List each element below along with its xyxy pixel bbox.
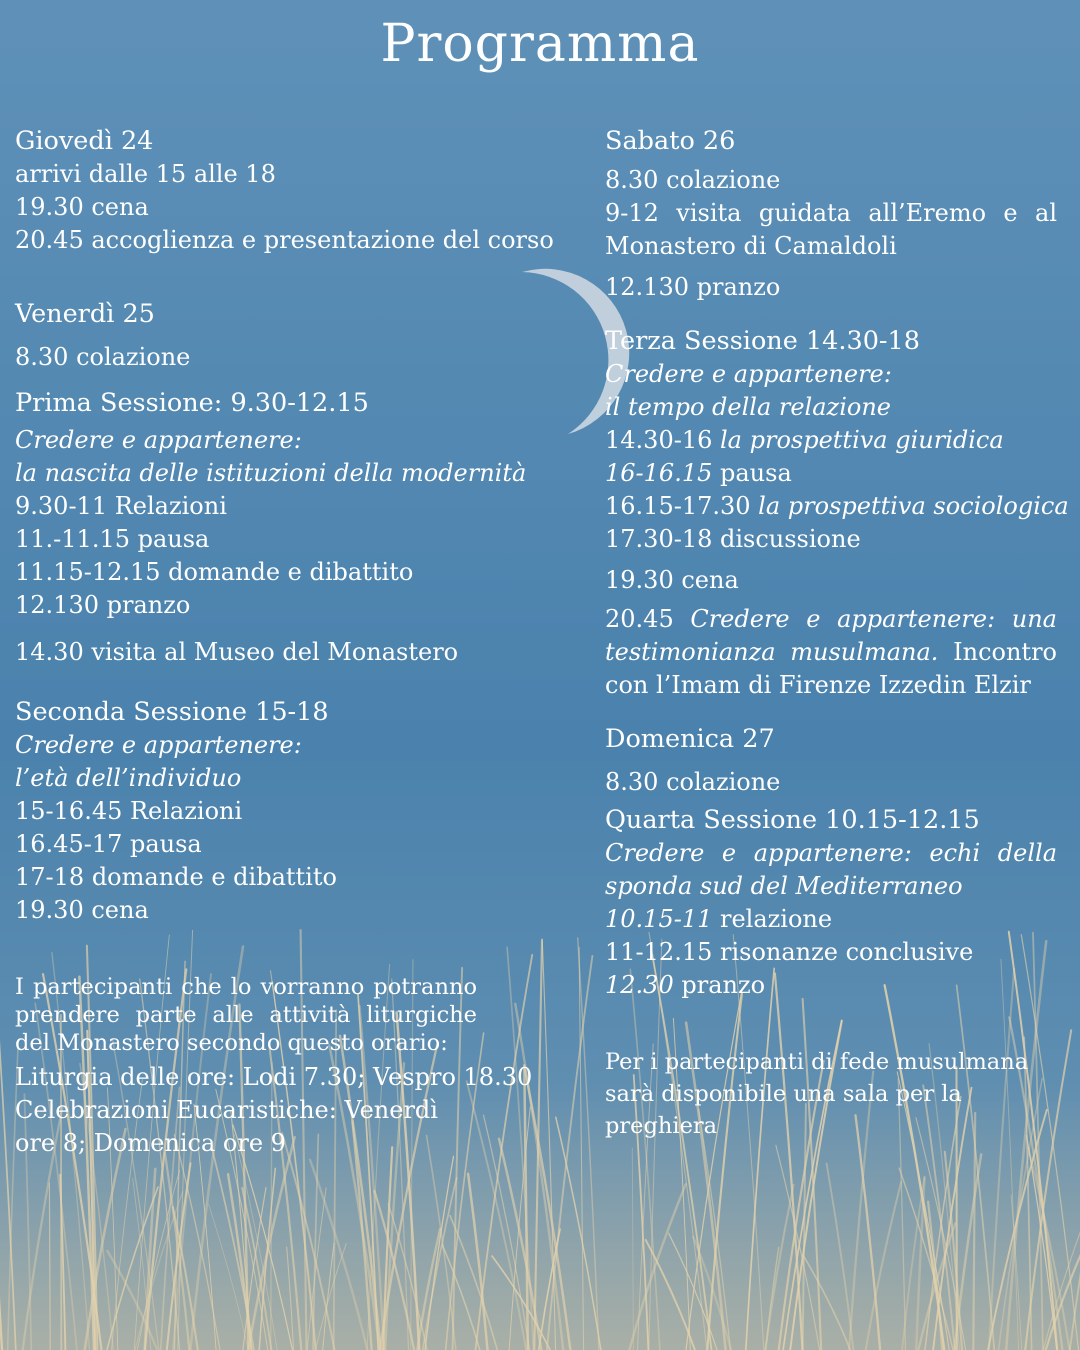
item-time: 16.15-17.30 <box>605 492 751 520</box>
item-text: relazione <box>720 905 833 933</box>
item-time: 10.15-11 <box>605 905 713 933</box>
item-time: 20.45 <box>605 605 674 633</box>
schedule-item: 20.45 accoglienza e presentazione del corso <box>15 226 554 254</box>
schedule-item: 12.130 pranzo <box>605 273 781 301</box>
evening-event <box>605 603 1057 702</box>
session-title: il tempo della relazione <box>605 393 891 421</box>
event-text: Incontro con l’Imam di Firenze Izzedin Elzir <box>605 638 1057 699</box>
item-time: 12.30 <box>605 971 674 999</box>
schedule-item: 12.130 pranzo <box>15 591 191 619</box>
day-heading-sabato: Sabato 26 <box>605 126 736 156</box>
schedule-item: 9.30-11 Relazioni <box>15 492 227 520</box>
schedule-item: 11.15-12.15 domande e dibattito <box>15 558 414 586</box>
schedule-item: 19.30 cena <box>15 193 149 221</box>
schedule-item: arrivi dalle 15 alle 18 <box>15 160 276 188</box>
schedule-item <box>605 903 1057 936</box>
session-title: Credere e appartenere: <box>15 426 302 454</box>
schedule-item <box>605 424 1057 457</box>
session-heading-quarta: Quarta Sessione 10.15-12.15 <box>605 805 980 835</box>
schedule-item <box>605 969 1057 1002</box>
schedule-item: 9-12 visita guidata all’Eremo e al Monastero di Camaldoli <box>605 199 1057 260</box>
schedule-item <box>605 490 1069 523</box>
liturgy-hours: Liturgia delle ore: Lodi 7.30; Vespro 18.30 <box>15 1063 533 1091</box>
day-heading-domenica: Domenica 27 <box>605 724 775 754</box>
schedule-item: 19.30 cena <box>605 566 739 594</box>
schedule-item: 11.-11.15 pausa <box>15 525 210 553</box>
session-title: Credere e appartenere: <box>605 360 892 388</box>
right-column <box>605 124 1069 1142</box>
day-heading-venerdi: Venerdì 25 <box>15 299 155 329</box>
item-text: pranzo <box>681 971 766 999</box>
schedule-item <box>605 457 1057 490</box>
schedule-item: 19.30 cena <box>15 896 149 924</box>
session-heading-seconda: Seconda Sessione 15-18 <box>15 697 329 727</box>
schedule-item: 14.30 visita al Museo del Monastero <box>15 638 459 666</box>
schedule-item: 8.30 colazione <box>15 343 191 371</box>
page-title: Programma <box>380 14 700 74</box>
schedule-item: 17.30-18 discussione <box>605 525 861 553</box>
schedule-item: 8.30 colazione <box>605 768 781 796</box>
item-time: 14.30-16 <box>605 426 713 454</box>
session-heading-terza: Terza Sessione 14.30-18 <box>605 326 920 356</box>
liturgy-note: I partecipanti che lo vorranno potranno prendere parte alle attività liturgiche del Monastero secondo questo orario: <box>15 974 477 1056</box>
left-column <box>15 124 554 1160</box>
item-text: pausa <box>720 459 792 487</box>
eucharist-hours: Celebrazioni Eucaristiche: Venerdì ore 8; Domenica ore 9 <box>15 1096 438 1157</box>
session-title: l’età dell’individuo <box>15 764 242 792</box>
item-text: la prospettiva sociologica <box>758 492 1069 520</box>
prayer-room-note: Per i partecipanti di fede musulmana sarà disponibile una sala per la preghiera <box>605 1049 1029 1139</box>
session-title: Credere e appartenere: <box>15 731 302 759</box>
schedule-item: 11-12.15 risonanze conclusive <box>605 938 974 966</box>
item-time: 16-16.15 <box>605 459 713 487</box>
session-heading-prima: Prima Sessione: 9.30-12.15 <box>15 388 369 418</box>
schedule-item: 17-18 domande e dibattito <box>15 863 337 891</box>
item-text: la prospettiva giuridica <box>720 426 1004 454</box>
schedule-item: 16.45-17 pausa <box>15 830 202 858</box>
schedule-item: 15-16.45 Relazioni <box>15 797 243 825</box>
schedule-item: 8.30 colazione <box>605 166 781 194</box>
session-title: la nascita delle istituzioni della modernità <box>15 459 527 487</box>
day-heading-giovedi: Giovedì 24 <box>15 126 154 156</box>
event-title: Credere e appartenere: una testimonianza musulmana. <box>605 605 1057 666</box>
session-title: Credere e appartenere: echi della sponda sud del Mediterraneo <box>605 839 1057 900</box>
